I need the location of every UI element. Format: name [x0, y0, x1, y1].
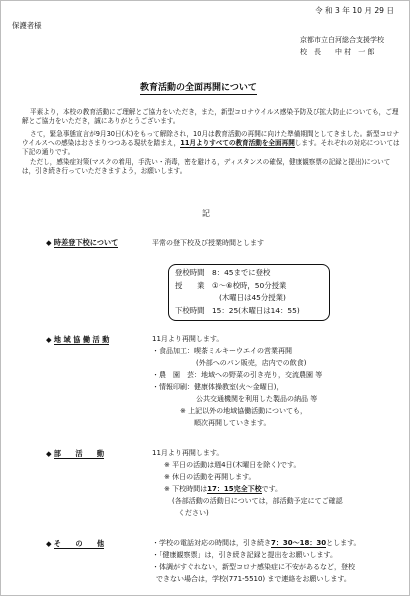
intro-paragraph-2: [22, 130, 402, 158]
schedule-row-thursday: (木曜日は45分授業): [219, 293, 286, 302]
other-line-4: できない場合は，学校(771-5510) まで連絡をお願いします。: [156, 575, 351, 583]
section-other: [46, 539, 104, 549]
community-line-1: 11月より再開します。: [152, 335, 224, 343]
ki-mark: 記: [202, 209, 210, 218]
intro-paragraph-1: 平素より，本校の教育活動にご理解とご協力をいただき，また，新型コロナウイルス感染予防及び拡大防止についても，ご理解とご協力をいただき，誠にありがとうございます。: [22, 108, 399, 126]
schedule-row-classes: [175, 281, 286, 290]
community-line-6: 公共交通機関を利用した製品の納品 等: [196, 395, 318, 403]
club-line-1: 11月より再開します。: [152, 449, 224, 457]
full-reopen-emphasis: 11月よりすべての教育活動を全面再開: [180, 139, 295, 148]
club-line-4-start: ※ 下校時間は: [164, 485, 208, 493]
section-community: [46, 335, 109, 345]
school-name: 京都市立白河総合支援学校: [300, 36, 384, 44]
section-community-title: 地 域 協 働 活 動: [53, 335, 110, 344]
schedule-row-dismissal: [175, 306, 300, 315]
document-title: 教育活動の全面再開について: [140, 83, 257, 95]
section-other-title: そ の 他: [53, 539, 105, 548]
commute-note: 平常の登下校及び授業時間とします: [152, 239, 264, 247]
community-line-7: ※ 上記以外の地域協働活動についても，: [180, 407, 307, 415]
community-line-5: ・情報印刷：健康体操教室(火～金曜日)，: [152, 383, 284, 391]
dismissal-emphasis: 17：15完全下校: [207, 485, 262, 493]
dismissal-value: 15：25(木曜日は14：55): [211, 306, 300, 315]
other-line-1-end: とします。: [326, 539, 361, 547]
arrival-value: 8：45までに登校: [211, 268, 271, 277]
section-marker-icon: ◆: [46, 539, 52, 548]
club-line-4-end: です。: [261, 485, 283, 493]
community-line-3: (外部へのパン販売，店内での飲食): [196, 359, 307, 367]
document-date: 令 和 3 年 10 月 29 日: [314, 6, 394, 15]
community-line-2: ・食品加工：喫茶ミルキーウエイの営業再開: [152, 347, 292, 355]
community-line-8: 順次再開していきます。: [194, 419, 271, 427]
intro-paragraph-2-start: さて，緊急事態宣言が9月30日(木)をもって解除され，10月は教育活動の再開に向けた準備期間としてきました。新型コロナウイルスへの感染はおさまりつつある現状を踏まえ，: [22, 130, 400, 148]
section-marker-icon: ◆: [46, 449, 52, 458]
classes-label: 授 業: [175, 281, 205, 290]
phone-hours-emphasis: 7：30～18：30: [271, 539, 327, 547]
community-line-4: ・農 園 芸：地域への野菜の引き売り，交流農園 等: [152, 371, 323, 379]
club-line-3: ※ 休日の活動を再開します。: [164, 473, 256, 481]
section-marker-icon: ◆: [46, 238, 52, 247]
section-commute-title: 時差登下校について: [53, 238, 119, 247]
schedule-box: [168, 264, 330, 321]
club-line-5: (各部活動の活動日については，部活動予定にてご確認: [172, 497, 343, 505]
other-line-1-start: ・学校の電話対応の時間は，引き続き: [152, 539, 271, 547]
intro-paragraph-2-end: します。それぞれの対応については下記の通りです。: [22, 139, 400, 157]
other-line-1: [152, 539, 361, 548]
principal-name: 校 長 中 村 一 郎: [300, 48, 375, 56]
section-club: [46, 449, 104, 459]
club-line-4: [164, 485, 282, 494]
dismissal-label: 下校時間: [175, 306, 205, 315]
club-line-6: ください): [178, 509, 209, 517]
section-commute: [46, 238, 118, 248]
recipient: 保護者様: [12, 21, 42, 30]
section-club-title: 部 活 動: [53, 449, 105, 458]
other-line-2: ・「健康観察票」は，引き続き記録と提出をお願いします。: [152, 551, 337, 559]
other-line-3: ・体調がすぐれない，新型コロナ感染症に不安があるなど，登校: [152, 563, 355, 571]
arrival-label: 登校時間: [175, 268, 205, 277]
intro-paragraph-3: ただし，感染症対策(マスクの着用，手洗い・消毒，密を避ける，ディスタンスの確保，健康観察票の記録と提出)については，引き続き行っていただきますよう，お願いします。: [22, 158, 391, 176]
club-line-2: ※ 平日の活動は週4日(木曜日を除く)です。: [164, 461, 301, 469]
classes-value: ①～⑥校時，50分授業: [211, 281, 287, 290]
section-marker-icon: ◆: [46, 335, 52, 344]
schedule-row-arrival: [175, 268, 270, 277]
